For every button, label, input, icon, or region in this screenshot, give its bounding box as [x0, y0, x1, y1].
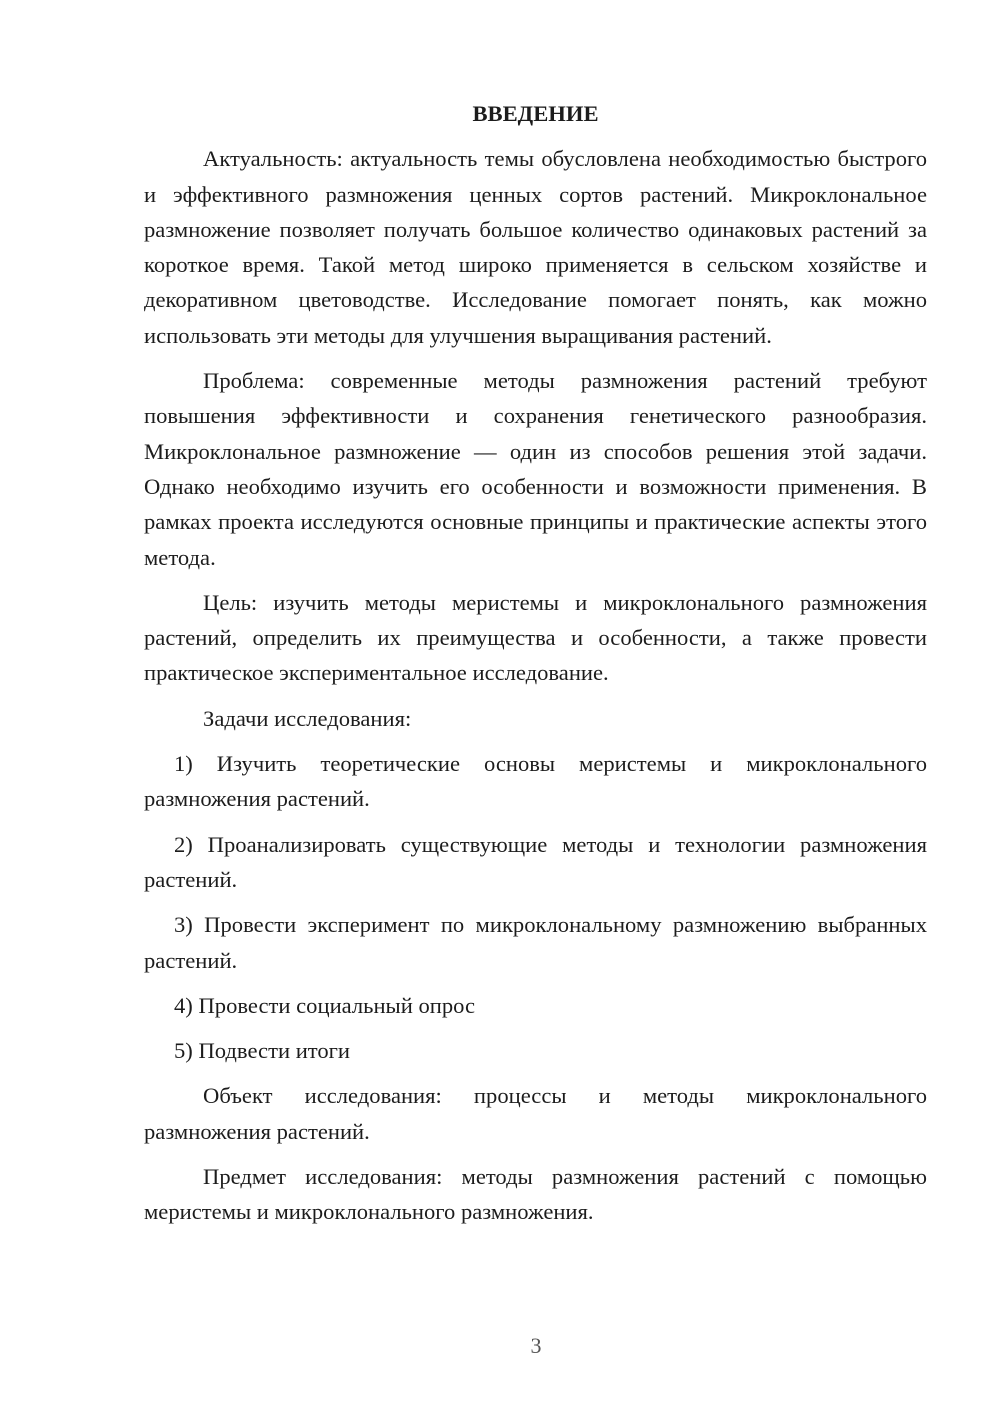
paragraph-tasks-heading: Задачи исследования: — [203, 705, 412, 731]
task-item: 4) Провести социальный опрос — [174, 992, 476, 1018]
task-item: 3) Провести эксперимент по микроклональному размножению выбранных растений. — [144, 912, 927, 973]
task-item: 2) Проанализировать существующие методы и технологии размножения растений. — [144, 831, 927, 892]
task-item: 1) Изучить теоретические основы меристемы и микроклонального размножения растений. — [144, 751, 927, 812]
page-number: 3 — [530, 1333, 542, 1358]
paragraph-relevance: Актуальность: актуальность темы обусловлена необходимостью быстрого и эффективного размножения ценных сортов растений. Микроклональное размножение позволяет получать большое количество одинаковых растений за короткое время. Такой метод широко применяется в сельском хозяйстве и декоративном цветоводстве. Исследование помогает понять, как можно использовать эти методы для улучшения выращивания растений. — [144, 146, 927, 348]
paragraph-goal: Цель: изучить методы меристемы и микроклонального размножения растений, определить их преимущества и особенности, а также провести практическое экспериментальное исследование. — [144, 589, 927, 686]
task-item: 5) Подвести итоги — [174, 1038, 351, 1064]
paragraph-object: Объект исследования: процессы и методы микроклонального размножения растений. — [144, 1083, 927, 1144]
paragraph-problem: Проблема: современные методы размножения растений требуют повышения эффективности и сохранения генетического разнообразия. Микроклональное размножение — один из способов решения этой задачи. Однако необходимо изучить его особенности и возможности применения. В рамках проекта исследуются основные принципы и практические аспекты этого метода. — [144, 368, 927, 570]
page-title: ВВЕДЕНИЕ — [472, 101, 599, 126]
page-content — [144, 96, 927, 1240]
paragraph-subject: Предмет исследования: методы размножения растений с помощью меристемы и микроклонального размножения. — [144, 1164, 927, 1225]
